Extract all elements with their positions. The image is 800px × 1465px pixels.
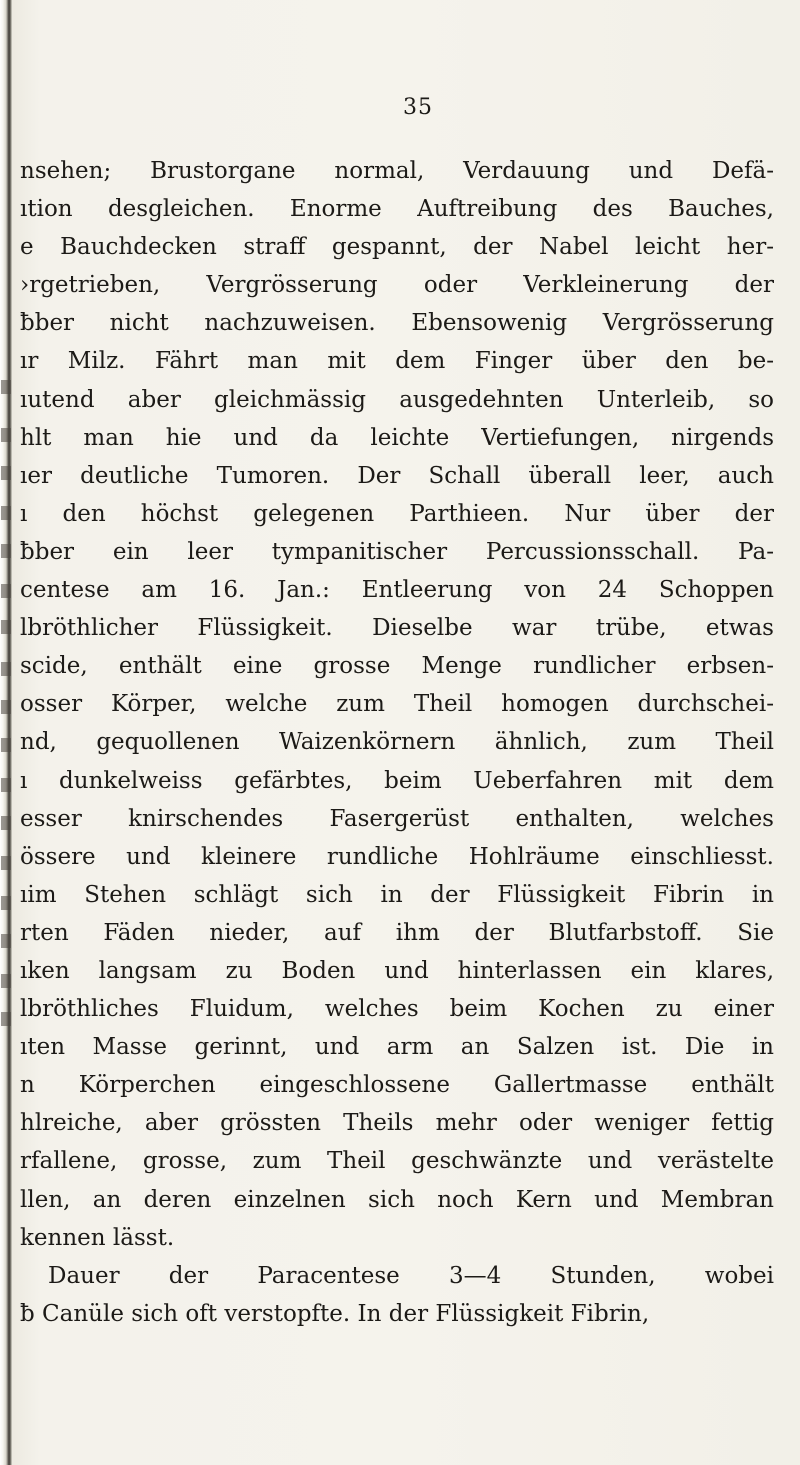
text-line: hlreiche, aber grössten Theils mehr oder weniger fettig bbox=[20, 1110, 774, 1137]
text-line: nd, gequollenen Waizenkörnern ähnlich, zum Theil bbox=[20, 729, 774, 756]
gutter-marks bbox=[0, 380, 14, 1040]
text-line: centese am 16. Jan.: Entleerung von 24 Schoppen bbox=[20, 577, 774, 604]
text-line: e Bauchdecken straff gespannt, der Nabel leicht her- bbox=[20, 234, 774, 261]
text-line: ıken langsam zu Boden und hinterlassen ein klares, bbox=[20, 957, 774, 984]
text-line: ƀ Canüle sich oft verstopfte. In der Flüssigkeit Fibrin, bbox=[20, 1300, 650, 1327]
text-line: ƀber nicht nachzuweisen. Ebensowenig Vergrösserung bbox=[20, 310, 774, 337]
text-line: ıutend aber gleichmässig ausgedehnten Unterleib, so bbox=[20, 386, 774, 413]
text-line: ır Milz. Fährt man mit dem Finger über den be- bbox=[20, 348, 774, 375]
text-line: scide, enthält eine grosse Menge rundlicher erbsen- bbox=[20, 653, 774, 680]
body-text bbox=[20, 152, 790, 1333]
text-line: ıer deutliche Tumoren. Der Schall überall leer, auch bbox=[20, 462, 774, 489]
text-line: hlt man hie und da leichte Vertiefungen, nirgends bbox=[20, 424, 774, 451]
text-line: Dauer der Paracentese 3—4 Stunden, wobei bbox=[48, 1262, 774, 1289]
text-line: rfallene, grosse, zum Theil geschwänzte und verästelte bbox=[20, 1148, 774, 1175]
text-line: ›rgetrieben, Vergrösserung oder Verkleinerung der bbox=[20, 272, 774, 299]
text-line: kennen lässt. bbox=[20, 1224, 175, 1251]
text-line: lbröthlicher Flüssigkeit. Dieselbe war trübe, etwas bbox=[20, 615, 774, 642]
text-line: esser knirschendes Fasergerüst enthalten, welches bbox=[20, 805, 774, 832]
text-line: lbröthliches Fluidum, welches beim Kochen zu einer bbox=[20, 996, 774, 1023]
text-line: ı den höchst gelegenen Parthieen. Nur über der bbox=[20, 500, 774, 527]
text-line: nsehen; Brustorgane normal, Verdauung und Defä- bbox=[20, 158, 774, 184]
text-line: rten Fäden nieder, auf ihm der Blutfarbstoff. Sie bbox=[20, 919, 774, 946]
page-number: 35 bbox=[403, 95, 433, 120]
text-line: ƀber ein leer tympanitischer Percussionsschall. Pa- bbox=[20, 538, 774, 565]
text-line: llen, an deren einzelnen sich noch Kern und Membran bbox=[20, 1186, 774, 1213]
text-line: ıim Stehen schlägt sich in der Flüssigkeit Fibrin in bbox=[20, 881, 774, 908]
text-line: osser Körper, welche zum Theil homogen durchschei- bbox=[20, 691, 774, 718]
text-line: össere und kleinere rundliche Hohlräume einschliesst. bbox=[20, 843, 774, 870]
text-line: ı dunkelweiss gefärbtes, beim Ueberfahren mit dem bbox=[20, 767, 774, 794]
text-line: ıten Masse gerinnt, und arm an Salzen ist. Die in bbox=[20, 1034, 774, 1061]
text-line: n Körperchen eingeschlossene Gallertmasse enthält bbox=[20, 1072, 774, 1099]
text-line: ıtion desgleichen. Enorme Auftreibung des Bauches, bbox=[20, 196, 774, 223]
